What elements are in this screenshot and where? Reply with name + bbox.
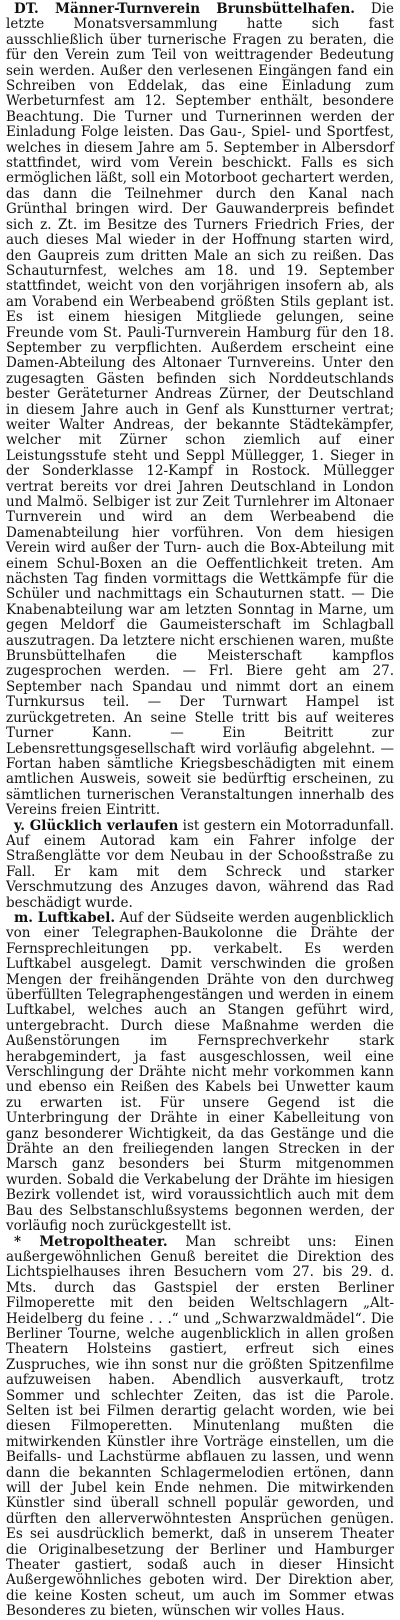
- article-headline: DT. Männer-Turnverein Brunsbüttelhafen.: [14, 1, 355, 17]
- article-body: Auf der Südseite werden augenblicklich von einer Telegraphen-Baukolonne die Drähte der Fernsprechleitungen pp. verkabelt. Es werden Luftkabel ausgelegt. Damit verschwinden die großen Mengen der freihängenden Drähte von den durchweg überfüllten Telegraphengestängen und werden in einem Luftkabel, welches auch an Stangen geführt wird, untergebracht. Durch diese Maßnahme werden die Außenstörungen im Fernsprechverkehr stark herabgemindert, ja fast ausgeschlossen, weil eine Verschlingung der Drähte nicht mehr vorkommen kann und ebenso ein Reißen des Kabels bei Unwetter kaum zu erwarten ist. Für unsere Gegend ist die Unterbringung der Drähte in einer Kabelleitung von ganz besonderer Wichtigkeit, da das Gestänge und die Drähte an den freiliegenden langen Strecken in der Marsch ganz besonders bei Sturm mitgenommen wurden. Sobald die Verkabelung der Drähte im hiesigen Bezirk vollendet ist, wird voraussichtlich auch mit dem Bau des Selbstanschlußsystems begonnen werden, der vorläufig noch zurückgestellt ist.: [6, 909, 394, 1235]
- article-metropoltheater: [6, 1235, 394, 1620]
- article-turnverein: [6, 2, 394, 819]
- article-headline: m. Luftkabel.: [14, 909, 116, 926]
- article-headline: y. Glücklich verlaufen: [14, 817, 179, 834]
- article-body: Man schreibt uns: Einen außergewöhnlichen Genuß bereitet die Direktion des Lichtspielhauses ihren Besuchern vom 27. bis 29. d. Mts. durch das Gastspiel der ersten Berliner Filmoperette mit den beiden Weltschlagern „Alt-Heidelberg du feine . . .“ und „Schwarzwaldmädel“. Die Berliner Tourne, welche augenblicklich in allen großen Theatern Holsteins gastiert, erfreut sich eines Zuspruches, wie ihn sonst nur die größten Spitzenfilme aufzuweisen haben. Abendlich ausverkauft, trotz Sommer und schlechter Zeiten, das ist die Parole. Selten ist bei Filmen derartig gelacht worden, wie bei diesen Filmoperetten. Minutenlang mußten die mitwirkenden Künstler ihre Vorträge einstellen, um die Beifalls- und Lachstürme abflauen zu lassen, und wenn dann die bekannten Schlagermelodien ertönen, dann will der Jubel kein Ende nehmen. Die mitwirkenden Künstler sind überall schnell populär geworden, und dürften den allerverwöhntesten Ansprüchen genügen. Es sei ausdrücklich bemerkt, daß in unserem Theater die Originalbesetzung der Berliner und Hamburger Theater gastiert, sodaß auch in dieser Hinsicht Außergewöhnliches geboten wird. Der Direktion aber, die keine Kosten scheut, um auch im Sommer etwas Besonderes zu bieten, wünschen wir volles Haus.: [6, 1233, 394, 1620]
- article-body: ist gestern ein Motorradunfall. Auf einem Autorad kam ein Fahrer infolge der Straßenglätte vor dem Neubau in der Schooßstraße zu Fall. Er kam mit dem Schreck und starker Verschmutzung des Anzuges davon, während das Rad beschädigt wurde.: [6, 817, 394, 911]
- article-motorradunfall: [6, 819, 394, 911]
- article-luftkabel: [6, 911, 394, 1235]
- article-headline: * Metropoltheater.: [14, 1233, 168, 1250]
- article-body: Die letzte Monatsversammlung hatte sich fast ausschließlich über turnerische Fragen zu beraten, die für den Verein zum Teil von weittragender Bedeutung sein werden. Außer den verlesenen Eingängen fand ein Schreiben von Eddelak, das eine Einladung zum Werbeturnfest am 12. September enthält, besondere Beachtung. Die Turner und Turnerinnen werden der Einladung Folge leisten. Das Gau-, Spiel- und Sportfest, welches in diesem Jahre am 5. September in Albersdorf stattfindet, wird vom Verein beschickt. Falls es sich ermöglichen läßt, soll ein Motorboot gechartert werden, das dann die Teilnehmer durch den Kanal nach Grünthal bringen wird. Der Gauwanderpreis befindet sich z. Zt. im Besitze des Turners Friedrich Fries, der auch dieses Mal wieder in der Hoffnung starten wird, den Gaupreis zum dritten Male an sich zu reißen. Das Schauturnfest, welches am 18. und 19. September stattfindet, weicht von den vorjährigen insofern ab, als am Vorabend ein Werbeabend größten Stils geplant ist. Es ist einem hiesigen Mitgliede gelungen, seine Freunde vom St. Pauli-Turnverein Hamburg für den 18. September zu verpflichten. Außerdem erscheint eine Damen-Abteilung des Altonaer Turnvereins. Unter den zugesagten Gästen befinden sich Norddeutschlands bester Geräteturner Andreas Zürner, der Deutschland in diesem Jahre auch in Genf als Kunstturner vertrat; weiter Walter Andreas, der bekannte Städtekämpfer, welcher mit Zürner schon ziemlich auf einer Leistungsstufe steht und Seppl Müllegger, 1. Sieger in der Sonderklasse 12-Kampf in Rostock. Müllegger vertrat bereits vor drei Jahren Deutschland in London und Malmö. Selbiger ist zur Zeit Turnlehrer im Altonaer Turnverein und wird an dem Werbeabend die Damenabteilung hier vorführen. Von dem hiesigen Verein wird außer der Turn- auch die Box-Abteilung mit einem Schul-Boxen an die Oeffentlichkeit treten. Am nächsten Tag finden vormittags die Wettkämpfe für die Schüler und nachmittags ein Schauturnen statt. — Die Knabenabteilung war am letzten Sonntag in Marne, um gegen Meldorf die Gaumeisterschaft im Schlagball auszutragen. Da letztere nicht erschienen waren, mußte Brunsbüttelhafen die Meisterschaft kampflos zugesprochen werden. — Frl. Biere geht am 27. September nach Spandau und nimmt dort an einem Turnkursus teil. — Der Turnwart Hampel ist zurückgetreten. An seine Stelle tritt bis auf weiteres Turner Kann. — Ein Beitritt zur Lebensrettungsgesellschaft wird vorläufig abgelehnt. — Fortan haben sämtliche Kriegsbeschädigten mit einem amtlichen Ausweis, soweit sie bedürftig erscheinen, zu sämtlichen turnerischen Veranstaltungen innerhalb des Vereins freien Eintritt.: [6, 1, 394, 819]
